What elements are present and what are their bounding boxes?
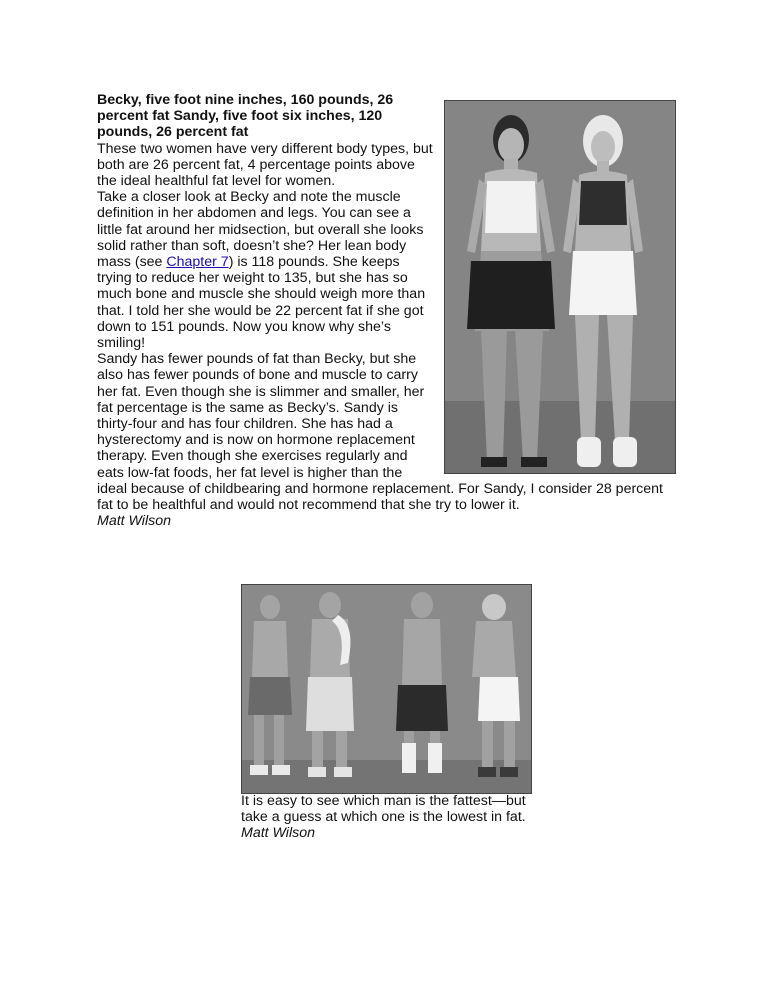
paragraph-3-wide: ideal because of childbearing and hormone replacement. For Sandy, I consider 28 percent fat to be healthful and would not recommend that she try to lower it. bbox=[97, 480, 664, 514]
paragraph-2-end: ) is 118 pounds. She keeps trying to reduce her weight to 135, but she has so much bone and muscle she should weigh more than that. I told her she would be 22 percent fat if she got down to 151 pounds. Now you know why she’s smiling! bbox=[97, 254, 426, 352]
figure-2-caption: It is easy to see which man is the fattest—but take a guess at which one is the lowest in fat. bbox=[241, 793, 526, 826]
narrow-column bbox=[97, 92, 433, 481]
men-photo-illustration bbox=[242, 585, 531, 793]
chapter-7-link[interactable]: Chapter 7 bbox=[166, 254, 229, 271]
figure-2-caption-block bbox=[241, 793, 541, 842]
photo-credit-2: Matt Wilson bbox=[241, 825, 315, 842]
paragraph-3-narrow: Sandy has fewer pounds of fat than Becky, but she also has fewer pounds of bone and muscle to carry her fat. Even though she is slimmer and smaller, her fat percentage is the same as Becky’s. Sandy is thirty-four and has four children. She has had a hysterectomy and is now on hormone replacement therapy. Even though she exercises regularly and eats low-fat foods, her fat level is higher than the bbox=[97, 351, 425, 481]
photo-credit-1: Matt Wilson bbox=[97, 513, 171, 530]
paragraph-2-start: Take a closer look at Becky and note the muscle definition in her abdomen and legs. You can see a little fat around her midsection, but overall she looks solid rather than soft, doesn’t she? Her lean body mass (see bbox=[97, 189, 424, 271]
photo-four-men bbox=[241, 584, 532, 794]
article-heading: Becky, five foot nine inches, 160 pounds, 26 percent fat Sandy, five foot six inches, 120 pounds, 26 percent fat bbox=[97, 92, 394, 141]
paragraph-1: These two women have very different body types, but both are 26 percent fat, 4 percentage points above the ideal healthful fat level for women. bbox=[97, 140, 433, 190]
paragraph-2 bbox=[97, 189, 433, 351]
article-text bbox=[97, 92, 677, 529]
